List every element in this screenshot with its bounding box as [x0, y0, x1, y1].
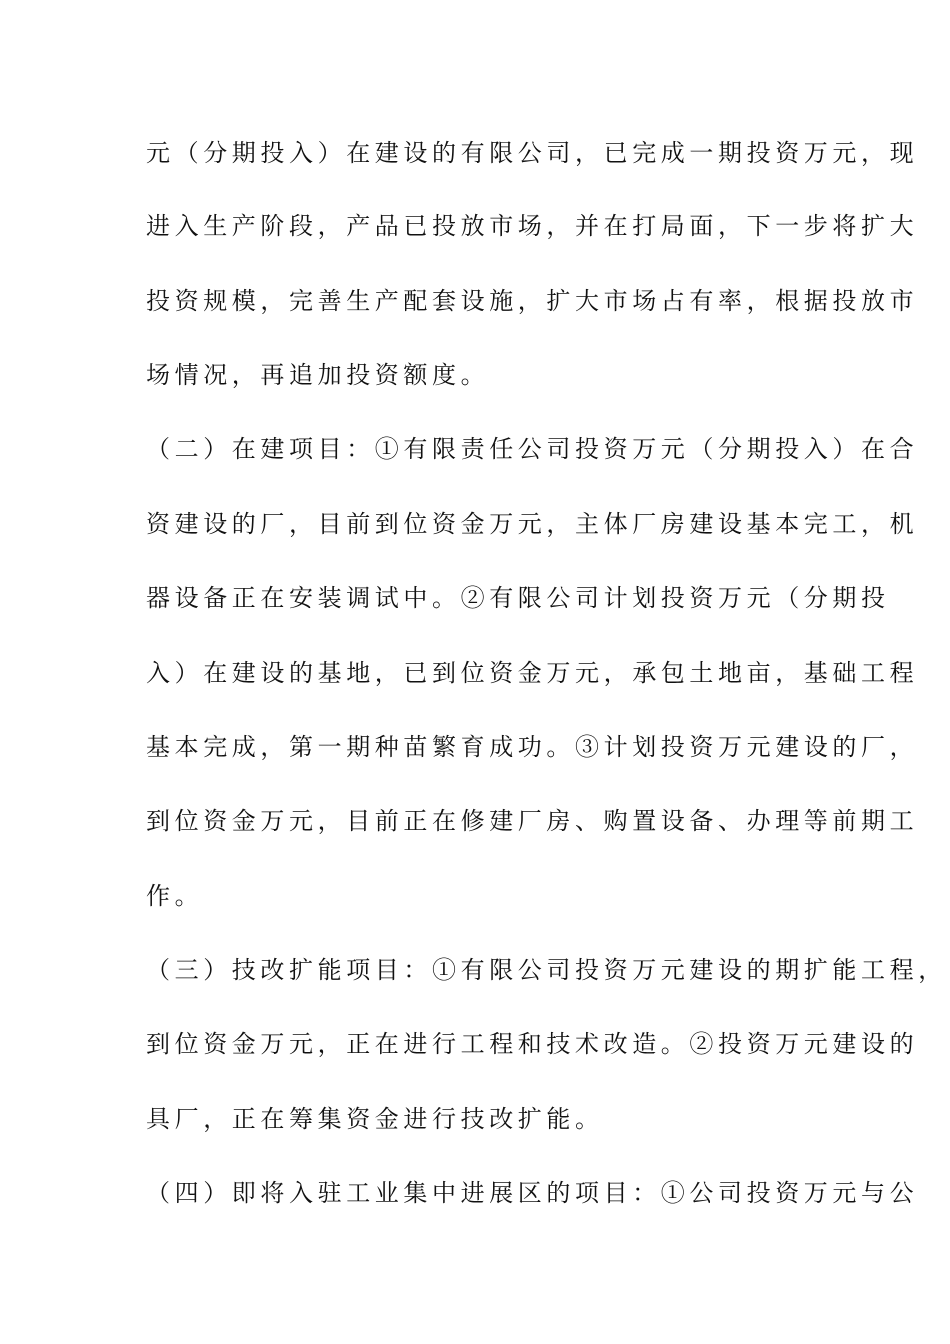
paragraph-2-line-5: 基本完成，第一期种苗繁育成功。③计划投资万元建设的厂， [146, 733, 919, 761]
text-line-2: 进入生产阶段，产品已投放市场，并在打局面，下一步将扩大 [146, 212, 919, 240]
paragraph-3-line-1: （三）技改扩能项目：①有限公司投资万元建设的期扩能工程， [146, 956, 947, 984]
paragraph-4-line-1: （四）即将入驻工业集中进展区的项目：①公司投资万元与公 [146, 1179, 919, 1207]
paragraph-2-line-6: 到位资金万元，目前正在修建厂房、购置设备、办理等前期工 [146, 807, 919, 835]
paragraph-2-line-7: 作。 [146, 882, 204, 910]
paragraph-2-line-1: （二）在建项目：①有限责任公司投资万元（分期投入）在合 [146, 435, 919, 463]
paragraph-3-line-3: 具厂，正在筹集资金进行技改扩能。 [146, 1105, 604, 1133]
paragraph-2-line-3: 器设备正在安装调试中。②有限公司计划投资万元（分期投 [146, 584, 890, 612]
text-line-1: 元（分期投入）在建设的有限公司，已完成一期投资万元，现 [146, 139, 919, 167]
paragraph-2-line-2: 资建设的厂，目前到位资金万元，主体厂房建设基本完工，机 [146, 510, 919, 538]
text-line-3: 投资规模，完善生产配套设施，扩大市场占有率，根据投放市 [146, 287, 919, 315]
paragraph-3-line-2: 到位资金万元，正在进行工程和技术改造。②投资万元建设的 [146, 1030, 919, 1058]
paragraph-2-line-4: 入）在建设的基地，已到位资金万元，承包土地亩，基础工程 [146, 659, 919, 687]
text-line-4: 场情况，再追加投资额度。 [146, 361, 490, 389]
